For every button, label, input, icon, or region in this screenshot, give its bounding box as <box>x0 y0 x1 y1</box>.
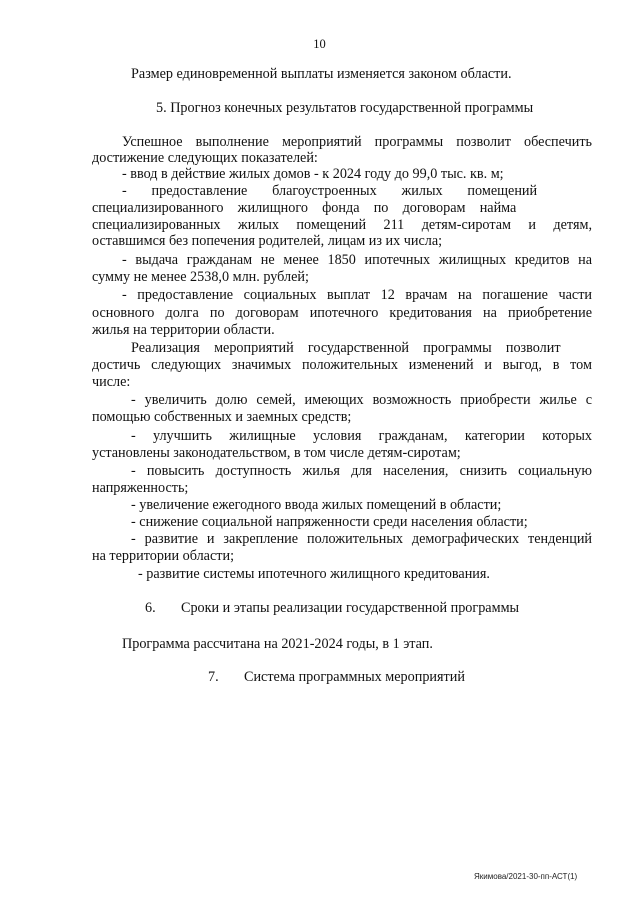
section-7-heading: Система программных мероприятий <box>244 669 465 685</box>
list-item-cont: установлены законодательством, в том числе детям-сиротам; <box>92 445 461 461</box>
paragraph-line: достижение следующих показателей: <box>92 150 318 166</box>
list-item: - снижение социальной напряженности среди населения области; <box>131 514 528 530</box>
list-item: - улучшить жилищные условия гражданам, категории которых <box>131 428 592 444</box>
list-item-cont: сумму не менее 2538,0 млн. рублей; <box>92 269 309 285</box>
list-item-cont: специализированного жилищного фонда по договорам найма <box>92 200 517 216</box>
paragraph-line: числе: <box>92 374 131 390</box>
paragraph-line: Реализация мероприятий государственной программы позволит <box>131 340 561 356</box>
section-6-number: 6. <box>145 600 156 616</box>
list-item-cont: на территории области; <box>92 548 235 564</box>
list-item-cont: жилья на территории области. <box>92 322 275 338</box>
section-5-heading: 5. Прогноз конечных результатов государственной программы <box>156 100 534 116</box>
page-number: 10 <box>313 37 326 51</box>
payment-note: Размер единовременной выплаты изменяется законом области. <box>131 66 512 82</box>
list-item-cont: оставшимся без попечения родителей, лицам из их числа; <box>92 233 443 249</box>
section-6-heading: Сроки и этапы реализации государственной программы <box>181 600 520 616</box>
section-7-number: 7. <box>208 669 219 685</box>
list-item: - выдача гражданам не менее 1850 ипотечных жилищных кредитов на <box>122 252 592 268</box>
list-item: - повысить доступность жилья для населения, снизить социальную <box>131 463 592 479</box>
list-item-cont: помощью собственных и заемных средств; <box>92 409 352 425</box>
list-item: - предоставление социальных выплат 12 врачам на погашение части <box>122 287 592 303</box>
list-item: - ввод в действие жилых домов - к 2024 году до 99,0 тыс. кв. м; <box>122 166 504 182</box>
program-period-text: Программа рассчитана на 2021-2024 годы, в 1 этап. <box>122 636 433 652</box>
list-item-cont: напряженность; <box>92 480 189 496</box>
paragraph-line: Успешное выполнение мероприятий программы позволит обеспечить <box>122 134 592 150</box>
document-footer-code: Якимова/2021-30-пп-АСТ(1) <box>474 872 578 881</box>
list-item: - увеличение ежегодного ввода жилых помещений в области; <box>131 497 502 513</box>
list-item: - развитие системы ипотечного жилищного кредитования. <box>138 566 490 582</box>
list-item: - развитие и закрепление положительных демографических тенденций <box>131 531 592 547</box>
list-item-cont: основного долга по договорам ипотечного кредитования на приобретение <box>92 305 592 321</box>
list-item: - увеличить долю семей, имеющих возможность приобрести жилье с <box>131 392 592 408</box>
list-item: - предоставление благоустроенных жилых помещений <box>122 183 538 199</box>
paragraph-line: достичь следующих значимых положительных изменений и выгод, в том <box>92 357 592 373</box>
list-item-cont: специализированных жилых помещений 211 детям-сиротам и детям, <box>92 217 592 233</box>
